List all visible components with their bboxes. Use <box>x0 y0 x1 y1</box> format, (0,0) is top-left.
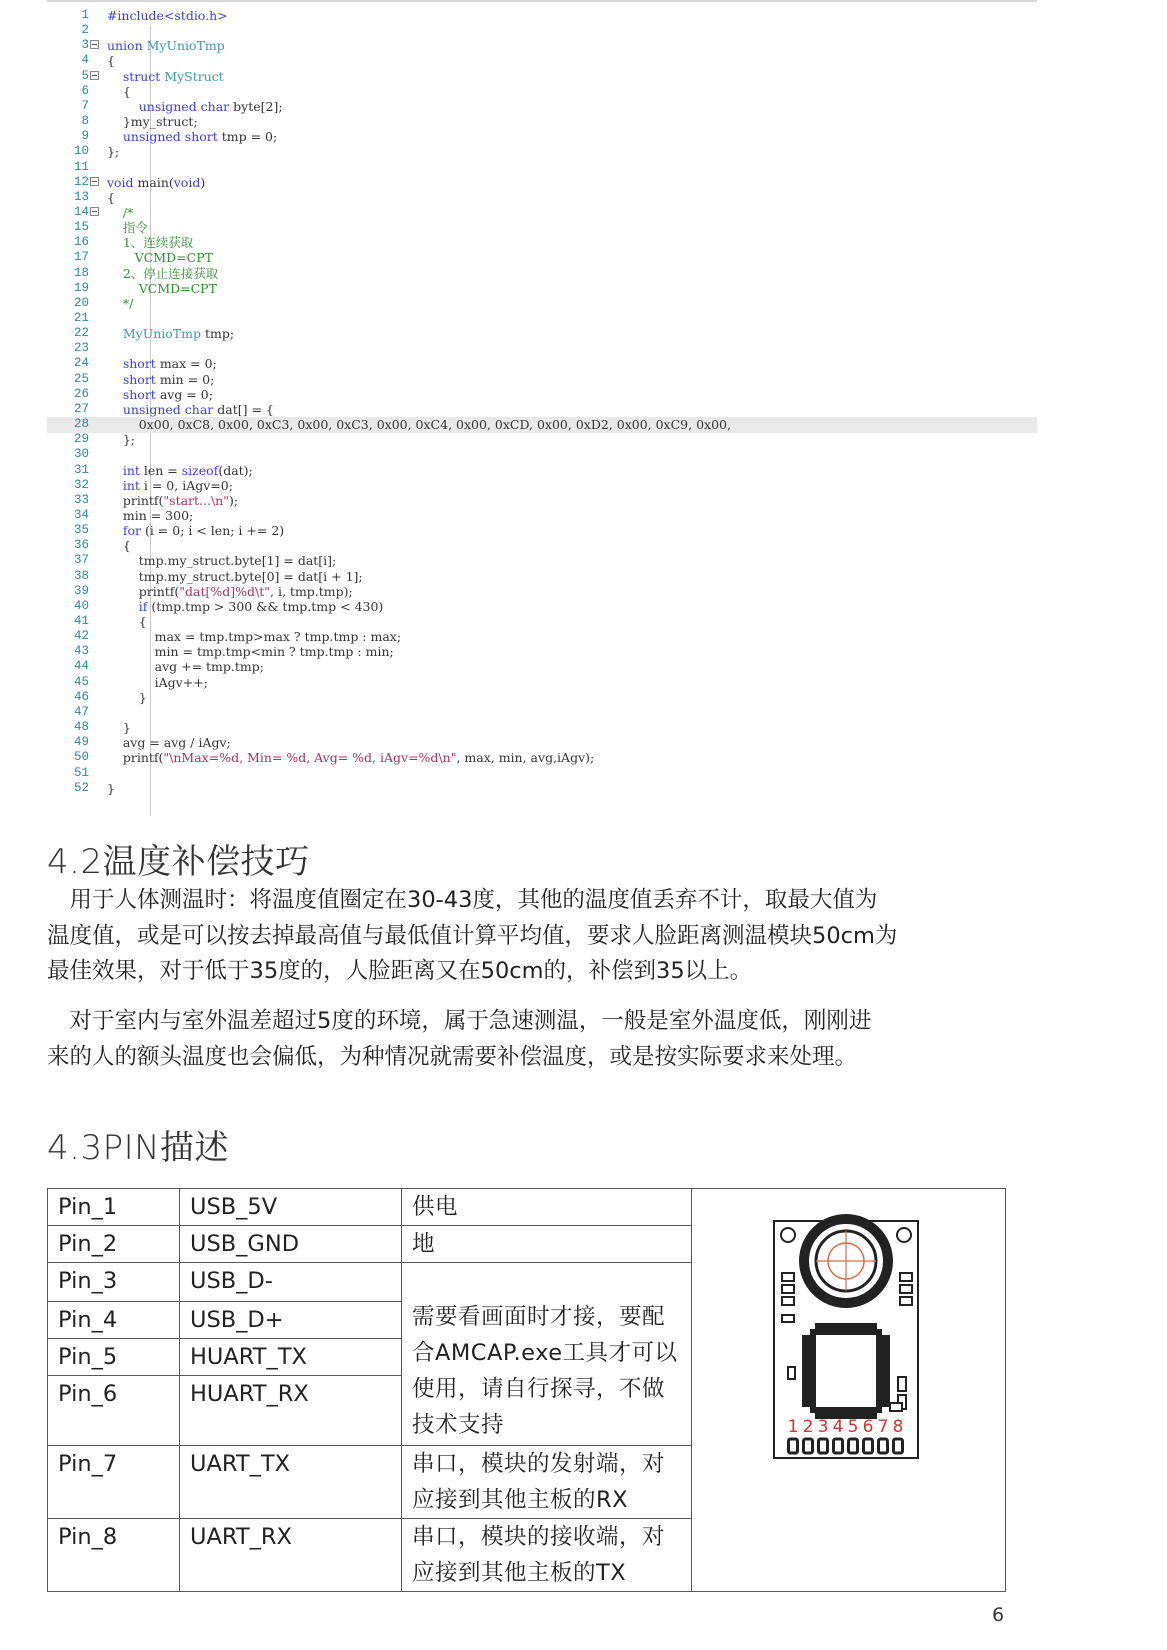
pin-desc-cell: 供电 <box>402 1189 692 1226</box>
code-token: (tmp.tmp > 300 && tmp.tmp < 430) <box>151 598 384 614</box>
pin-name-cell: USB_5V <box>180 1189 402 1226</box>
code-line <box>47 644 1037 660</box>
code-text <box>99 493 238 509</box>
code-text <box>99 523 284 539</box>
code-token: { <box>99 53 115 69</box>
line-number: 37 <box>73 553 89 568</box>
code-line <box>47 235 1037 251</box>
code-token: MyUnioTmp <box>146 38 225 54</box>
code-text <box>99 629 401 645</box>
pin-number-cell: Pin_8 <box>48 1519 180 1592</box>
code-line <box>47 53 1037 69</box>
line-number: 31 <box>73 462 89 477</box>
code-text <box>99 781 115 797</box>
code-line <box>47 735 1037 751</box>
pin-desc-cell: 串口，模块的发射端，对应接到其他主板的RX <box>402 1446 692 1519</box>
line-number: 27 <box>73 401 89 416</box>
code-text <box>99 266 218 282</box>
code-line <box>47 84 1037 100</box>
code-token: void <box>99 174 138 190</box>
section-4-2-title: 4.2温度补偿技巧 <box>47 842 310 882</box>
pin-name-cell: UART_TX <box>180 1446 402 1519</box>
line-number: 30 <box>73 447 89 462</box>
code-line <box>47 553 1037 569</box>
code-line <box>47 569 1037 585</box>
code-text <box>99 356 217 372</box>
code-token: MyUnioTmp <box>99 326 205 342</box>
code-line <box>47 250 1037 266</box>
code-line <box>47 190 1037 206</box>
board-pin-label: 4 <box>832 1417 844 1437</box>
code-text <box>99 599 383 615</box>
code-text <box>99 53 115 69</box>
code-line <box>47 750 1037 766</box>
board-image-cell <box>692 1189 1006 1592</box>
line-number: 10 <box>73 144 89 159</box>
line-number: 7 <box>81 98 89 113</box>
code-token: printf( <box>99 492 164 508</box>
line-number: 16 <box>73 235 89 250</box>
code-text <box>99 659 264 675</box>
code-token: for <box>99 523 145 539</box>
code-line <box>47 175 1037 191</box>
code-text <box>99 463 253 479</box>
code-line <box>47 281 1037 297</box>
module-board-diagram <box>692 1189 1006 1591</box>
code-token: ) <box>200 174 206 190</box>
line-number: 52 <box>73 780 89 795</box>
line-number: 26 <box>73 386 89 401</box>
pin-desc-cell: 地 <box>402 1226 692 1263</box>
pin-number-cell: Pin_3 <box>48 1263 180 1302</box>
line-number: 13 <box>73 189 89 204</box>
code-token: { <box>99 538 131 554</box>
code-text <box>99 569 363 585</box>
code-line <box>47 144 1037 160</box>
code-text <box>99 99 283 115</box>
code-token: (dat); <box>218 462 253 478</box>
smd-component <box>782 1297 794 1305</box>
code-text <box>99 296 133 312</box>
smd-component <box>782 1315 794 1322</box>
code-text <box>99 38 225 54</box>
code-line <box>47 523 1037 539</box>
code-token: MyStruct <box>164 68 224 84</box>
line-number: 28 <box>73 417 89 432</box>
line-number: 20 <box>73 295 89 310</box>
code-text <box>99 235 193 251</box>
code-text <box>99 129 277 145</box>
code-token: , i, tmp.tmp); <box>270 583 353 599</box>
pin-name-cell: HUART_RX <box>180 1376 402 1446</box>
line-number: 46 <box>73 689 89 704</box>
pin-number-cell: Pin_2 <box>48 1226 180 1263</box>
smd-component <box>900 1297 912 1305</box>
board-pin-pad <box>804 1439 813 1453</box>
code-line <box>47 8 1037 24</box>
code-token: byte[2]; <box>233 98 283 114</box>
code-line <box>47 447 1037 463</box>
code-text <box>99 250 213 266</box>
pin-name-cell: USB_GND <box>180 1226 402 1263</box>
code-line <box>47 766 1037 782</box>
code-text <box>99 190 115 206</box>
section-4-3-title: 4.3PIN描述 <box>47 1128 230 1168</box>
code-token: min = 300; <box>99 507 194 523</box>
board-pin-pad <box>879 1439 888 1453</box>
code-token: } <box>99 720 131 736</box>
code-token: "\nMax=%d, Min= %d, Avg= %d, iAgv=%d\n" <box>163 750 457 766</box>
code-line <box>47 675 1037 691</box>
line-number: 14 <box>73 204 89 219</box>
board-pin-label: 6 <box>862 1417 874 1437</box>
code-line <box>47 129 1037 145</box>
board-pin-pad <box>894 1439 903 1453</box>
code-token: "dat[%d]%d\t" <box>179 583 271 599</box>
code-token: avg += tmp.tmp; <box>99 659 264 675</box>
code-text <box>99 478 233 494</box>
chip-pins-left <box>802 1335 811 1407</box>
code-token: i = 0, iAgv=0; <box>143 477 233 493</box>
code-line <box>47 296 1037 312</box>
line-number: 9 <box>81 129 89 144</box>
code-text <box>99 417 731 433</box>
code-text <box>99 735 231 751</box>
code-line <box>47 705 1037 721</box>
code-text <box>99 220 148 236</box>
pin-number-cell: Pin_1 <box>48 1189 180 1226</box>
main-chip <box>813 1332 879 1410</box>
line-number: 8 <box>81 114 89 129</box>
board-pin-label: 2 <box>802 1417 814 1437</box>
line-number: 25 <box>73 371 89 386</box>
pin-description-table <box>47 1188 1006 1592</box>
code-token: #include<stdio.h> <box>99 8 228 23</box>
code-token: VCMD=CPT <box>99 250 213 266</box>
pin-number-cell: Pin_7 <box>48 1446 180 1519</box>
code-token: struct <box>99 68 165 84</box>
line-number: 43 <box>73 644 89 659</box>
board-pin-label: 7 <box>877 1417 889 1437</box>
line-number: 34 <box>73 507 89 522</box>
code-text <box>99 326 234 342</box>
line-number: 4 <box>81 53 89 68</box>
code-line <box>47 205 1037 221</box>
code-text <box>99 614 147 630</box>
code-token: }; <box>99 144 120 160</box>
code-line <box>47 387 1037 403</box>
code-token: { <box>99 614 147 629</box>
code-text <box>99 402 274 418</box>
code-token: 1、连续获取 <box>99 235 194 251</box>
line-number: 29 <box>73 432 89 447</box>
code-token: len = <box>143 462 182 478</box>
code-token: VCMD=CPT <box>99 280 217 296</box>
code-text <box>99 553 336 569</box>
pin-name-cell: USB_D+ <box>180 1302 402 1339</box>
code-line <box>47 23 1037 39</box>
line-number: 40 <box>73 598 89 613</box>
code-line <box>47 266 1037 282</box>
fold-toggle-icon <box>90 207 99 216</box>
code-line <box>47 629 1037 645</box>
code-token: printf( <box>99 750 164 766</box>
pin-number-cell: Pin_4 <box>48 1302 180 1339</box>
board-pin-label: 5 <box>847 1417 859 1437</box>
code-line <box>47 659 1037 675</box>
code-line <box>47 311 1037 327</box>
line-number: 36 <box>73 538 89 553</box>
pin-desc-cell: 串口，模块的接收端，对应接到其他主板的TX <box>402 1519 692 1592</box>
code-token: dat[] = { <box>217 401 274 417</box>
code-line <box>47 341 1037 357</box>
code-line <box>47 372 1037 388</box>
mounting-hole <box>781 1228 795 1242</box>
code-token: 指令 <box>99 220 148 236</box>
line-number: 21 <box>73 311 89 325</box>
board-pin-label: 3 <box>817 1417 829 1437</box>
line-number: 2 <box>81 23 89 38</box>
code-token: short <box>99 371 160 387</box>
pin-number-cell: Pin_5 <box>48 1339 180 1376</box>
line-number: 6 <box>81 83 89 98</box>
code-line <box>47 508 1037 524</box>
code-text <box>99 720 131 736</box>
code-token: { <box>99 83 131 99</box>
code-token: short <box>99 356 160 372</box>
fold-toggle-icon <box>90 71 99 80</box>
line-number: 32 <box>73 477 89 492</box>
code-text <box>99 584 353 600</box>
code-line <box>47 614 1037 630</box>
code-text <box>99 69 224 85</box>
board-pin-pad <box>834 1439 843 1453</box>
code-token: min = tmp.tmp<min ? tmp.tmp : min; <box>99 644 394 660</box>
code-token: 2、停止连接获取 <box>99 265 219 281</box>
pin-merged-desc-cell: 需要看画面时才接，要配合AMCAP.exe工具才可以使用，请自行探寻，不做技术支持 <box>402 1263 692 1446</box>
line-number: 1 <box>81 8 89 22</box>
line-number: 35 <box>73 523 89 538</box>
code-text <box>99 508 193 524</box>
code-token: (i = 0; i < len; i += 2) <box>144 523 285 539</box>
line-number: 15 <box>73 220 89 235</box>
line-number: 18 <box>73 265 89 280</box>
code-token: int <box>99 477 144 493</box>
code-token: max = tmp.tmp>max ? tmp.tmp : max; <box>99 629 402 645</box>
fold-toggle-icon <box>90 40 99 49</box>
code-text <box>99 750 594 766</box>
code-text <box>99 690 147 706</box>
code-token: } <box>99 780 115 796</box>
smd-component <box>782 1285 794 1293</box>
paragraph-line: 最佳效果，对于低于35度的，人脸距离又在50cm的，补偿到35以上。 <box>47 958 753 984</box>
smd-component <box>900 1285 912 1293</box>
section-4-2-paragraph-2 <box>47 1004 1007 1075</box>
board-pin-pad <box>789 1439 798 1453</box>
fold-toggle-icon <box>90 177 99 186</box>
line-number: 44 <box>73 659 89 674</box>
code-token: int <box>99 462 144 478</box>
code-token: tmp.my_struct.byte[1] = dat[i]; <box>99 553 337 569</box>
code-line <box>47 417 1037 433</box>
pin-name-cell: UART_RX <box>180 1519 402 1592</box>
code-token: }; <box>99 432 136 448</box>
code-token: if <box>99 598 152 614</box>
board-pin-pad <box>849 1439 858 1453</box>
line-number: 41 <box>73 614 89 628</box>
code-token: avg = avg / iAgv; <box>99 735 231 751</box>
code-line <box>47 432 1037 448</box>
line-number: 48 <box>73 720 89 735</box>
board-pin-pad <box>864 1439 873 1453</box>
code-line <box>47 781 1037 797</box>
paragraph-line: 温度值，或是可以按去掉最高值与最低值计算平均值，要求人脸距离测温模块50cm为 <box>47 922 898 949</box>
code-token: */ <box>99 295 134 311</box>
code-text <box>99 84 131 100</box>
code-text <box>99 175 205 191</box>
board-pin-pad <box>819 1439 828 1453</box>
line-number: 50 <box>73 750 89 765</box>
code-line <box>47 356 1037 372</box>
line-number: 22 <box>73 326 89 341</box>
smd-component <box>788 1367 795 1379</box>
code-token: tmp; <box>204 326 235 342</box>
line-number: 11 <box>73 159 89 174</box>
line-number: 45 <box>73 674 89 689</box>
paragraph-line: 来的人的额头温度也会偏低，为种情况就需要补偿温度，或是按实际要求来处理。 <box>47 1043 858 1070</box>
code-token: } <box>99 689 147 705</box>
code-token: union <box>99 38 147 54</box>
code-line <box>47 220 1037 236</box>
code-line <box>47 538 1037 554</box>
code-text <box>99 8 228 24</box>
line-number: 47 <box>73 704 89 719</box>
code-token: max = 0; <box>159 356 217 372</box>
code-line <box>47 69 1037 85</box>
code-token: avg = 0; <box>159 386 213 402</box>
pin-name-cell: USB_D- <box>180 1263 402 1302</box>
paragraph-line: 对于室内与室外温差超过5度的环境，属于急速测温，一般是室外温度低，刚刚进 <box>47 1008 872 1034</box>
line-number: 23 <box>73 341 89 356</box>
pin-name-cell: HUART_TX <box>180 1339 402 1376</box>
line-number: 24 <box>73 356 89 371</box>
line-number: 5 <box>81 68 89 83</box>
code-line <box>47 114 1037 130</box>
code-token: /* <box>99 204 134 220</box>
smd-component <box>890 1403 902 1411</box>
code-line <box>47 493 1037 509</box>
code-token: sizeof <box>181 462 219 478</box>
pin-number-cell: Pin_6 <box>48 1376 180 1446</box>
code-text <box>99 114 198 130</box>
code-token: }my_struct; <box>99 114 198 130</box>
smd-component <box>900 1273 912 1281</box>
code-token: , max, min, avg,iAgv); <box>456 750 595 766</box>
code-text <box>99 372 214 388</box>
code-text <box>99 644 394 660</box>
code-text <box>99 205 133 221</box>
code-text <box>99 432 135 448</box>
code-token: short <box>99 386 160 402</box>
code-text <box>99 281 217 297</box>
code-token: void <box>173 174 201 190</box>
line-number: 19 <box>73 280 89 295</box>
smd-component <box>782 1273 794 1281</box>
code-screenshot <box>47 0 1037 820</box>
code-line <box>47 720 1037 736</box>
section-4-2-paragraph-1 <box>47 883 1007 990</box>
line-number: 38 <box>73 568 89 583</box>
board-pin-label: 8 <box>892 1417 904 1437</box>
code-text <box>99 387 213 403</box>
code-token: "start...\n" <box>163 492 229 508</box>
code-token: ); <box>228 492 239 508</box>
code-line <box>47 690 1037 706</box>
line-number: 33 <box>73 492 89 507</box>
paragraph-line: 用于人体测温时：将温度值圈定在30-43度，其他的温度值丢弃不计，取最大值为 <box>47 887 878 913</box>
line-number: 42 <box>73 629 89 644</box>
line-number: 12 <box>73 174 89 189</box>
line-number: 51 <box>73 765 89 780</box>
code-line <box>47 584 1037 600</box>
line-number: 17 <box>73 250 89 265</box>
code-token: printf( <box>99 583 180 599</box>
code-token: iAgv++; <box>99 674 208 690</box>
code-text <box>99 675 208 691</box>
line-number: 3 <box>81 38 89 53</box>
code-token: tmp.my_struct.byte[0] = dat[i + 1]; <box>99 568 363 584</box>
code-token: unsigned char <box>99 98 234 114</box>
board-pin-label: 1 <box>787 1417 799 1437</box>
code-line <box>47 38 1037 54</box>
code-token: 0x00, 0xC8, 0x00, 0xC3, 0x00, 0xC3, 0x00, 0xC4, 0x00, 0xCD, 0x00, 0xD2, 0x00, 0xC9, 0x00, <box>99 417 731 433</box>
code-token: unsigned char <box>99 401 218 417</box>
line-number: 49 <box>73 735 89 750</box>
code-line <box>47 402 1037 418</box>
code-token: tmp = 0; <box>221 129 278 145</box>
code-token: unsigned short <box>99 129 222 145</box>
code-token: { <box>99 189 115 205</box>
code-line <box>47 599 1037 615</box>
code-line <box>47 326 1037 342</box>
table-row <box>48 1189 1006 1226</box>
code-line <box>47 463 1037 479</box>
code-token: min = 0; <box>159 371 215 387</box>
code-line <box>47 160 1037 176</box>
code-line <box>47 478 1037 494</box>
code-text <box>99 144 119 160</box>
code-token: main( <box>137 174 174 190</box>
code-line <box>47 99 1037 115</box>
line-number: 39 <box>73 583 89 598</box>
page-number: 6 <box>992 1604 1005 1626</box>
mounting-hole <box>897 1228 911 1242</box>
code-text <box>99 538 131 554</box>
smd-component <box>898 1377 906 1391</box>
chip-pins-right <box>881 1335 890 1407</box>
